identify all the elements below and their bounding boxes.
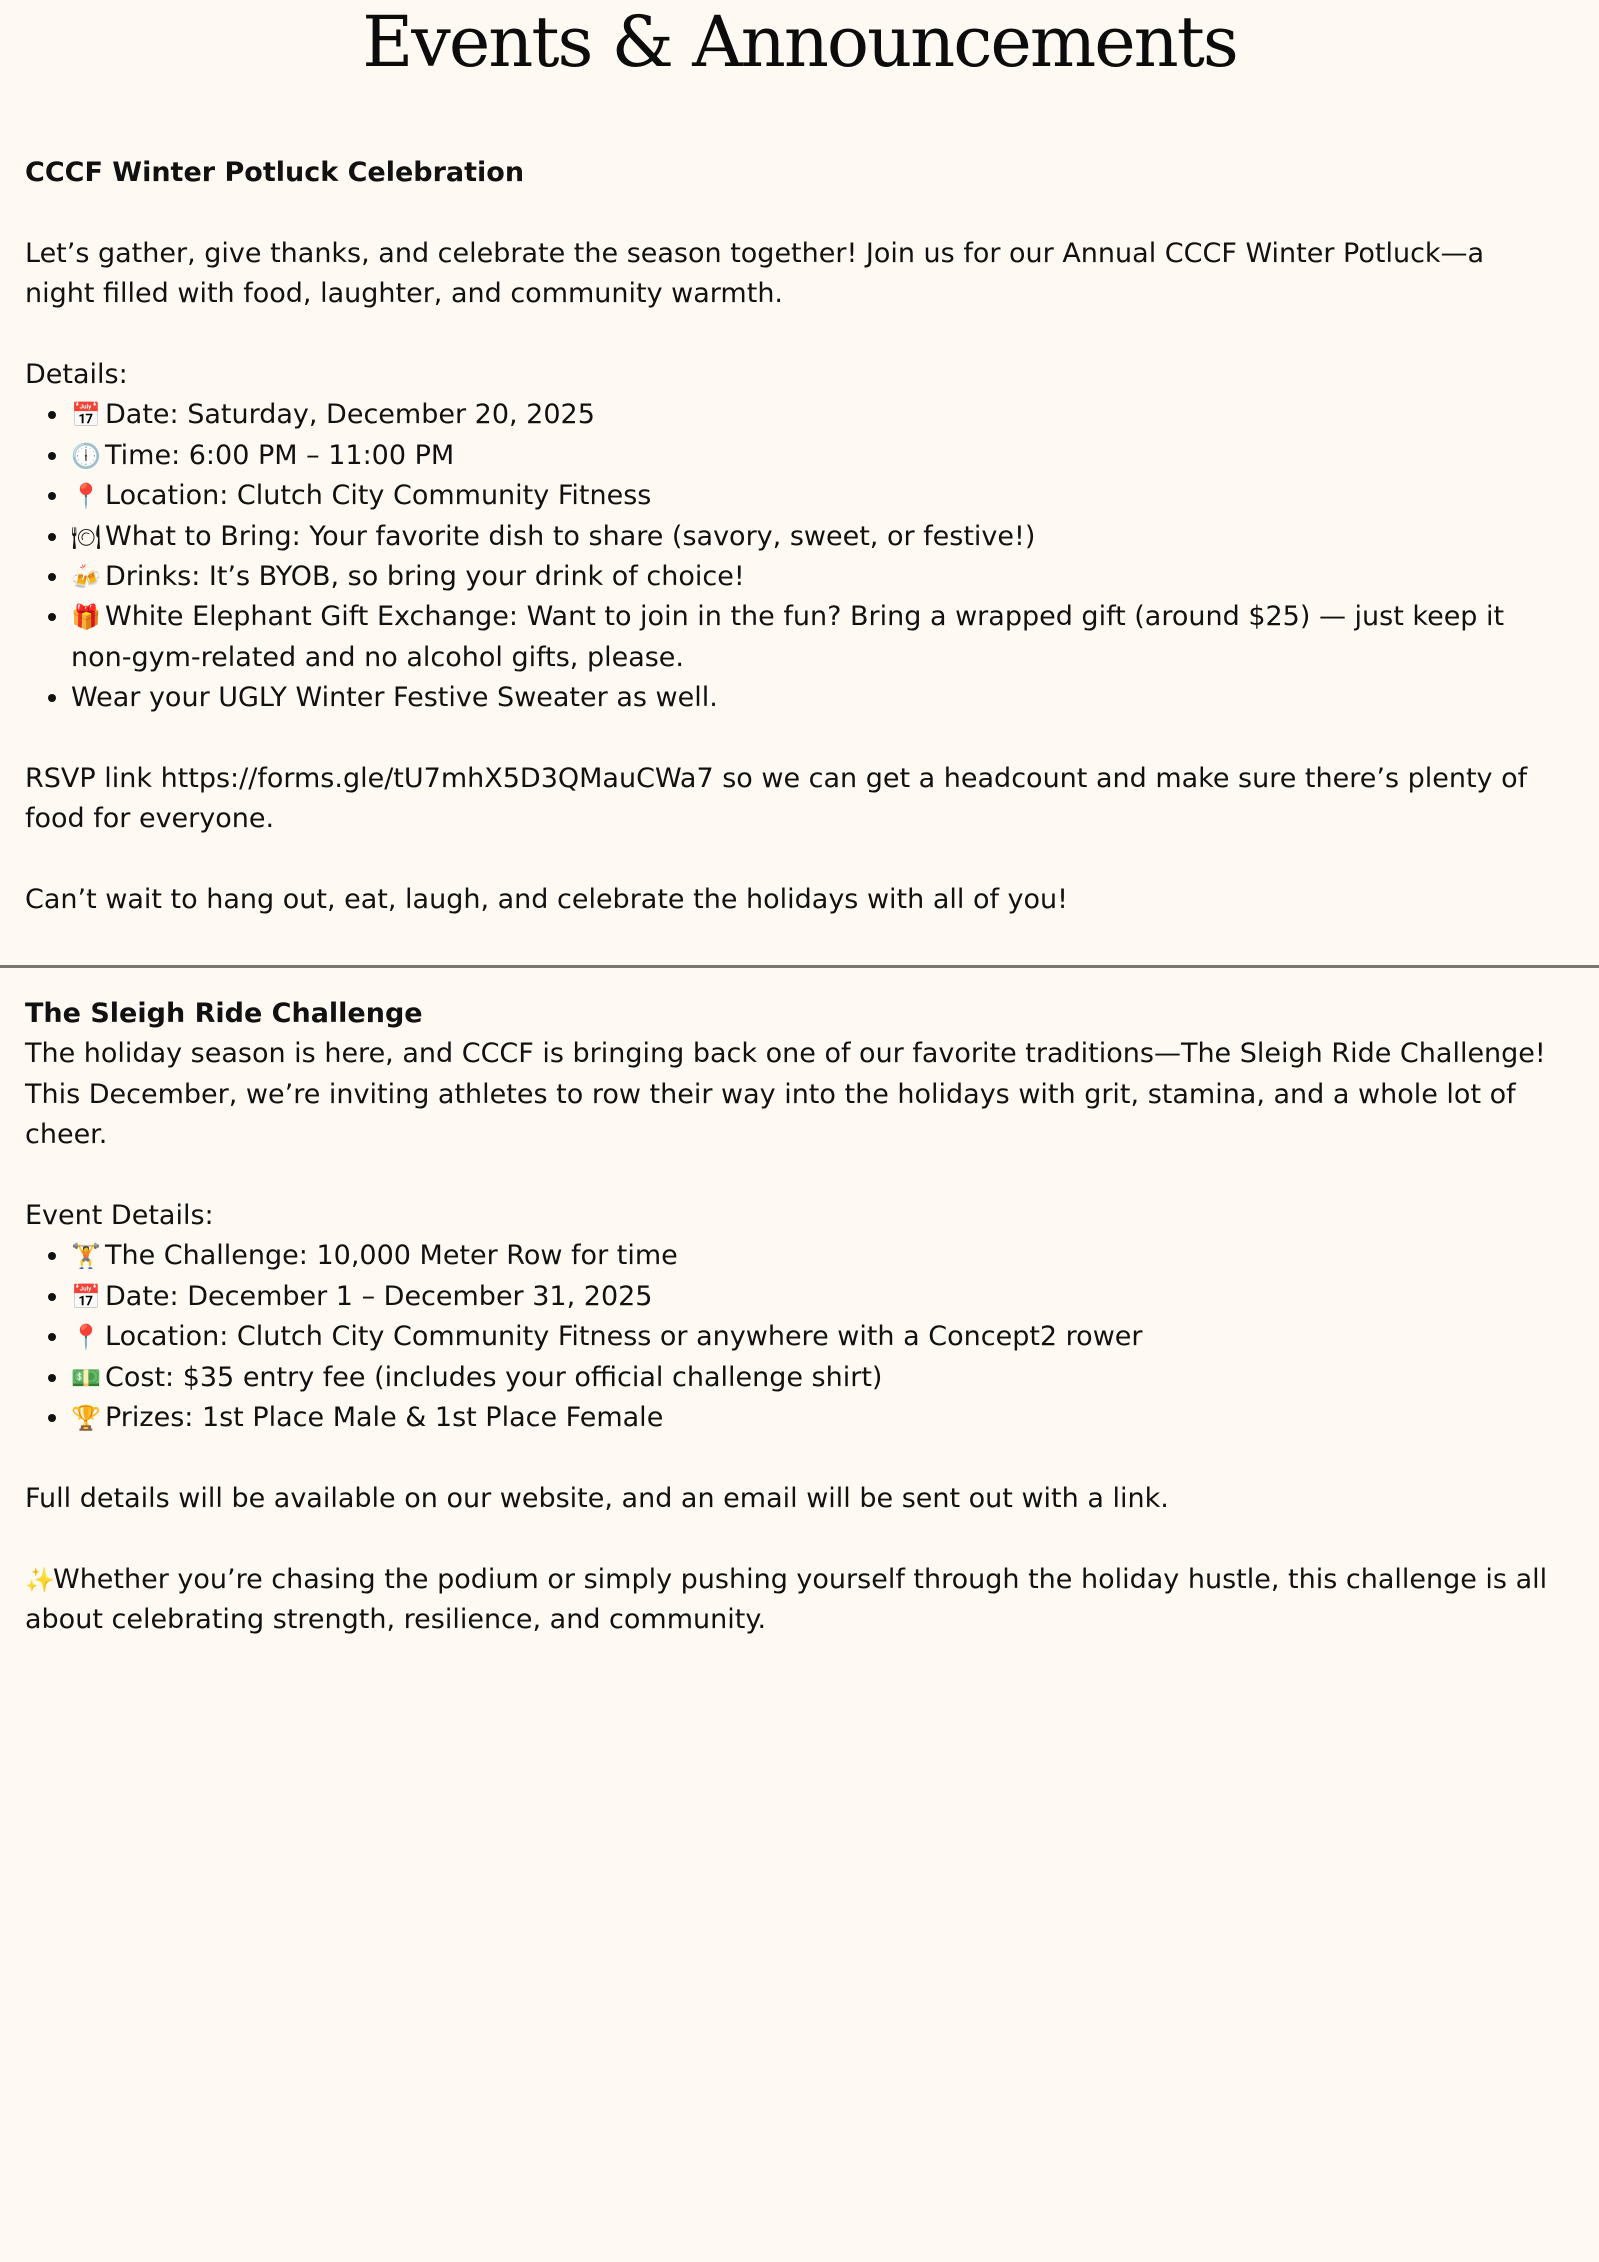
sleigh-details-label: Event Details: <box>25 1200 214 1232</box>
sleigh-website-note: Full details will be available on our website, and an email will be sent out with a link. <box>25 1482 1169 1514</box>
clock-icon: 🕕 <box>71 441 101 470</box>
calendar-icon: 📅 <box>71 1282 101 1311</box>
list-item: • 🏋 The Challenge: 10,000 Meter Row for time <box>71 1236 1555 1276</box>
page-title-text: Events & Announcements <box>362 1 1237 83</box>
sparkles-icon: ✨ <box>25 1565 55 1594</box>
list-item: • 💵 Cost: $35 entry fee (includes your official challenge shirt) <box>71 1358 1555 1398</box>
potluck-heading: CCCF Winter Potluck Celebration <box>25 157 525 188</box>
sleigh-closing-paragraph <box>25 1560 1555 1641</box>
list-item: • 🍽 What to Bring: Your favorite dish to share (savory, sweet, or festive!) <box>71 517 1555 557</box>
list-item: • 🕕 Time: 6:00 PM – 11:00 PM <box>71 436 1555 476</box>
money-icon: 💵 <box>71 1363 101 1392</box>
section-divider <box>0 965 1599 968</box>
potluck-section <box>25 153 1555 921</box>
list-item: • 📅 Date: December 1 – December 31, 2025 <box>71 1277 1555 1317</box>
list-item: • 📍 Location: Clutch City Community Fitness <box>71 476 1555 516</box>
sleigh-intro: The holiday season is here, and CCCF is bringing back one of our favorite traditions—The Sleigh Ride Challenge! This December, we’re inviting athletes to row their way into the holidays with grit, stamina, and a whole lot of cheer. <box>25 1038 1546 1151</box>
page-title <box>0 1 1599 83</box>
weightlifter-icon: 🏋 <box>71 1242 101 1271</box>
trophy-icon: 🏆 <box>71 1404 101 1433</box>
potluck-details-label: Details: <box>25 359 128 390</box>
beer-mugs-icon: 🍻 <box>71 563 101 592</box>
sleigh-heading: The Sleigh Ride Challenge <box>25 998 423 1029</box>
list-item: • 🎁 White Elephant Gift Exchange: Want to join in the fun? Bring a wrapped gift (around $25) — just keep it non-gym-related and no alcohol gifts, please. <box>71 597 1555 678</box>
calendar-icon: 📅 <box>71 401 101 430</box>
location-pin-icon: 📍 <box>71 1323 101 1352</box>
list-item: • 📍 Location: Clutch City Community Fitness or anywhere with a Concept2 rower <box>71 1317 1555 1357</box>
list-item: • 🏆 Prizes: 1st Place Male & 1st Place Female <box>71 1398 1555 1438</box>
plate-cutlery-icon: 🍽 <box>71 522 102 551</box>
location-pin-icon: 📍 <box>71 482 101 511</box>
potluck-closing: Can’t wait to hang out, eat, laugh, and celebrate the holidays with all of you! <box>25 884 1068 916</box>
potluck-rsvp: RSVP link https://forms.gle/tU7mhX5D3QMauCWa7 so we can get a headcount and make sure there’s plenty of food for everyone. <box>25 763 1528 835</box>
potluck-details-list <box>25 395 1555 718</box>
sleigh-details-list <box>25 1236 1555 1438</box>
sleigh-section <box>25 994 1555 1640</box>
gift-icon: 🎁 <box>71 603 101 632</box>
list-item: • 📅 Date: Saturday, December 20, 2025 <box>71 395 1555 435</box>
list-item: • 🍻 Drinks: It’s BYOB, so bring your drink of choice! <box>71 557 1555 597</box>
list-item: • Wear your UGLY Winter Festive Sweater as well. <box>71 678 1555 718</box>
potluck-intro: Let’s gather, give thanks, and celebrate the season together! Join us for our Annual CCCF Winter Potluck—a night filled with food, laughter, and community warmth. <box>25 237 1485 310</box>
sleigh-closing: Whether you’re chasing the podium or simply pushing yourself through the holiday hustle, this challenge is all about celebrating strength, resilience, and community. <box>25 1563 1548 1636</box>
